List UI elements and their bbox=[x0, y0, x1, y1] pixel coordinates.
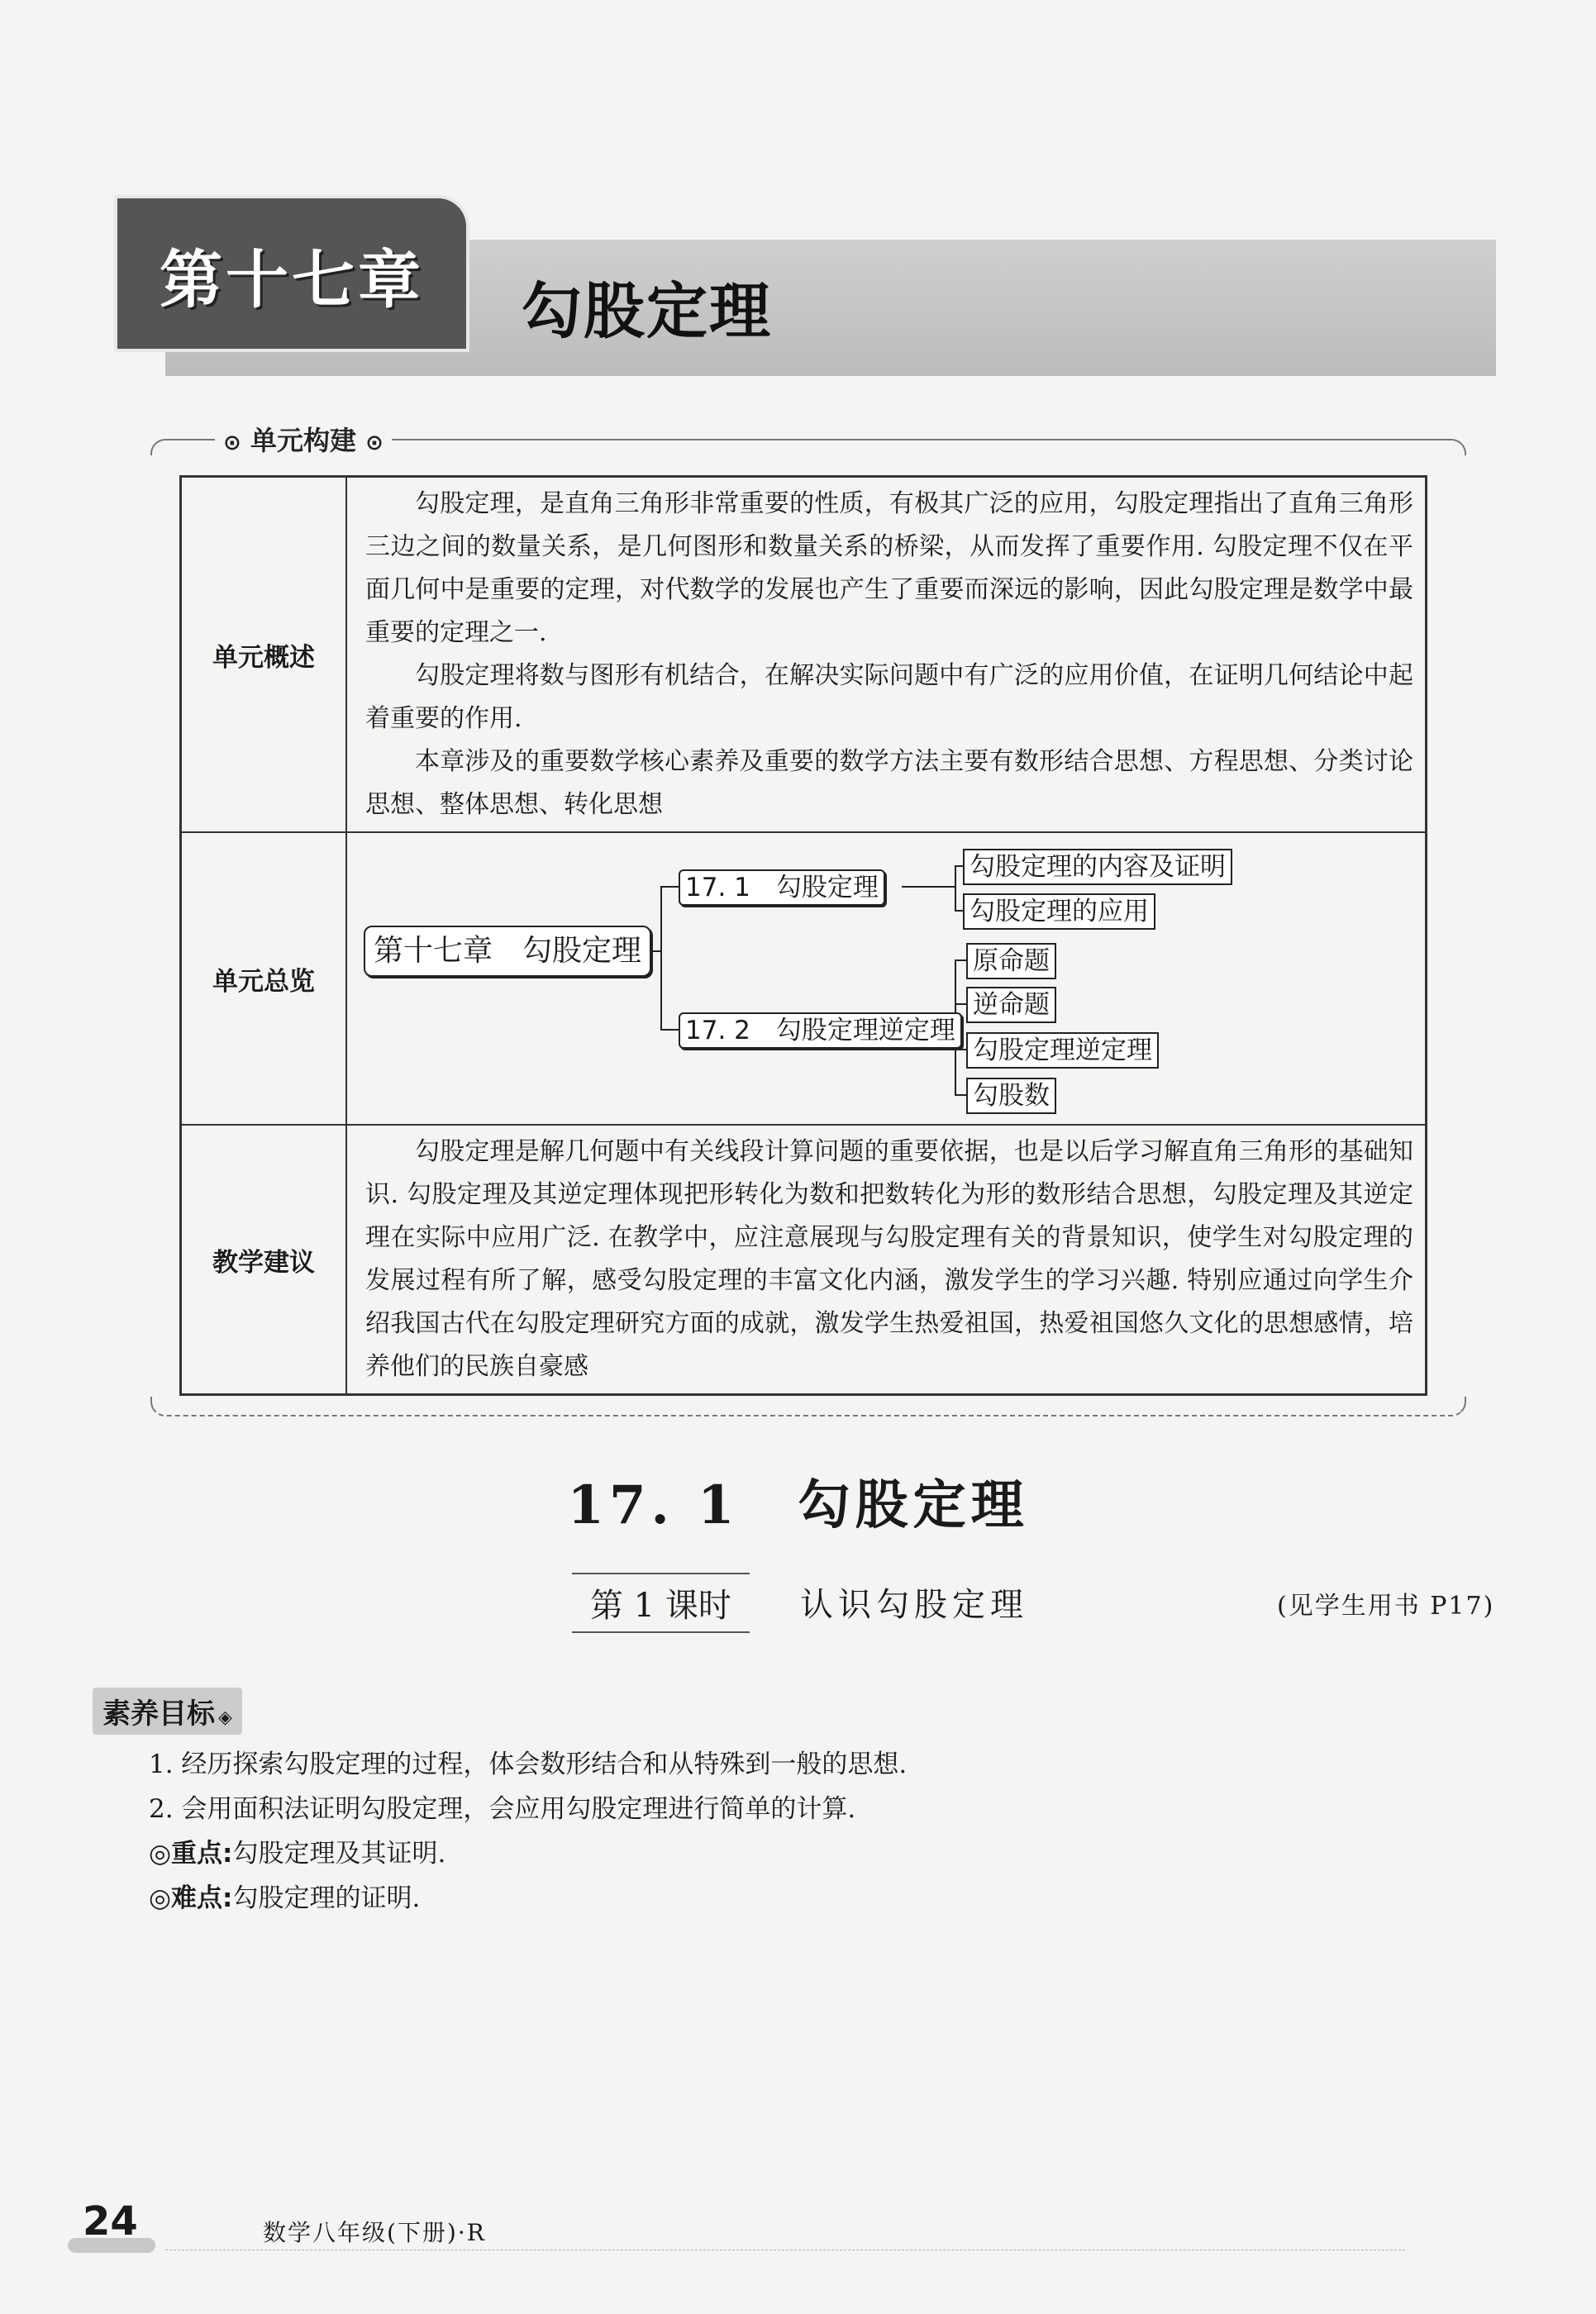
mindmap-leaf: 勾股定理逆定理 bbox=[966, 1032, 1159, 1069]
paragraph: 勾股定理将数与图形有机结合，在解决实际问题中有广泛的应用价值，在证明几何结论中起着重要的作用. bbox=[365, 661, 1413, 733]
mindmap-branch-17-2: 17. 2 勾股定理逆定理 bbox=[679, 1012, 962, 1049]
mindmap-leaf: 勾股定理的内容及证明 bbox=[963, 849, 1232, 885]
connector bbox=[955, 1049, 966, 1050]
connector bbox=[660, 886, 679, 888]
goal-item: 2. 会用面积法证明勾股定理，会应用勾股定理进行简单的计算. bbox=[149, 1794, 856, 1824]
paragraph: 勾股定理，是直角三角形非常重要的性质，有极其广泛的应用，勾股定理指出了直角三角形三边之间的数量关系，是几何图形和数量关系的桥梁，从而发挥了重要作用. 勾股定理不仅在平面几何中是重要的定理，对代数学的发展也产生了重要而深远的影响，因此勾股定理是数学中最重要的定理之一. bbox=[365, 489, 1413, 647]
connector bbox=[660, 1029, 679, 1031]
mindmap-root: 第十七章 勾股定理 bbox=[364, 926, 651, 977]
goals-list bbox=[149, 1742, 907, 1921]
row-label: 单元概述 bbox=[181, 477, 347, 833]
row-content bbox=[346, 477, 1427, 833]
connector bbox=[955, 1094, 966, 1096]
mindmap-leaf: 原命题 bbox=[966, 943, 1056, 979]
chapter-number: 第十七章 bbox=[160, 243, 424, 317]
goals-tag bbox=[93, 1688, 242, 1735]
student-book-reference: (见学生用书 P17) bbox=[1277, 1592, 1495, 1621]
connector bbox=[902, 886, 955, 888]
mindmap-branch-17-1: 17. 1 勾股定理 bbox=[679, 869, 885, 906]
table-row bbox=[181, 477, 1427, 833]
mindmap-leaf: 逆命题 bbox=[966, 987, 1056, 1023]
connector bbox=[660, 886, 662, 1030]
circle-dot-icon: ⊙ bbox=[223, 431, 241, 455]
key-point-label: ◎重点: bbox=[149, 1839, 233, 1869]
key-point-text: 勾股定理及其证明. bbox=[232, 1839, 446, 1869]
difficulty-text: 勾股定理的证明. bbox=[232, 1883, 421, 1913]
goal-item: 1. 经历探索勾股定理的过程，体会数形结合和从特殊到一般的思想. bbox=[149, 1750, 908, 1779]
connector bbox=[955, 1003, 966, 1005]
mindmap-leaf: 勾股定理的应用 bbox=[963, 893, 1155, 930]
table-row bbox=[181, 832, 1427, 1125]
connector bbox=[955, 865, 963, 867]
lesson-label: 第 1 课时 bbox=[572, 1573, 750, 1633]
connector bbox=[955, 959, 966, 961]
chapter-number-badge bbox=[117, 198, 466, 349]
paragraph: 本章涉及的重要数学核心素养及重要的数学方法主要有数形结合思想、方程思想、分类讨论思想、整体思想、转化思想 bbox=[365, 747, 1413, 819]
key-point bbox=[149, 1831, 907, 1876]
difficulty-label: ◎难点: bbox=[149, 1883, 233, 1913]
goals-tag-text: 素养目标 bbox=[102, 1697, 215, 1731]
row-label: 单元总览 bbox=[181, 832, 347, 1125]
mindmap-cell bbox=[346, 832, 1427, 1125]
table-row bbox=[181, 1125, 1427, 1395]
mindmap-leaf: 勾股数 bbox=[966, 1078, 1056, 1114]
section-header bbox=[215, 420, 392, 458]
connector bbox=[955, 865, 956, 912]
section-header-text: 单元构建 bbox=[250, 425, 356, 456]
row-content bbox=[346, 1125, 1427, 1395]
section-frame-bottom bbox=[150, 1397, 1466, 1416]
paragraph: 勾股定理是解几何题中有关线段计算问题的重要依据，也是以后学习解直角三角形的基础知识. 勾股定理及其逆定理体现把形转化为数和把数转化为形的数形结合思想，勾股定理及其逆定理在实际中应用广泛. 在教学中，应注意展现与勾股定理有关的背景知识，使学生对勾股定理的发展过程有所了解，感受勾股定理的丰富文化内涵，激发学生的学习兴趣. 特别应通过向学生介绍我国古代在勾股定理研究方面的成就，激发学生热爱祖国，热爱祖国悠久文化的思想感情，培养他们的民族自豪感 bbox=[365, 1137, 1413, 1381]
circle-dot-icon: ⊙ bbox=[365, 431, 384, 455]
connector bbox=[955, 910, 963, 912]
chapter-mindmap bbox=[347, 833, 1425, 1124]
chapter-title: 勾股定理 bbox=[521, 276, 772, 347]
section-title: 17. 1 勾股定理 bbox=[567, 1474, 1029, 1536]
difficulty-point bbox=[149, 1876, 907, 1921]
lesson-title: 认识勾股定理 bbox=[800, 1586, 1028, 1624]
unit-overview-table bbox=[179, 475, 1427, 1396]
page-number: 24 bbox=[83, 2198, 138, 2245]
row-label: 教学建议 bbox=[181, 1125, 347, 1395]
book-title: 数学八年级(下册)·R bbox=[263, 2219, 486, 2246]
diamond-arrow-icon: ◈ bbox=[218, 1707, 232, 1728]
